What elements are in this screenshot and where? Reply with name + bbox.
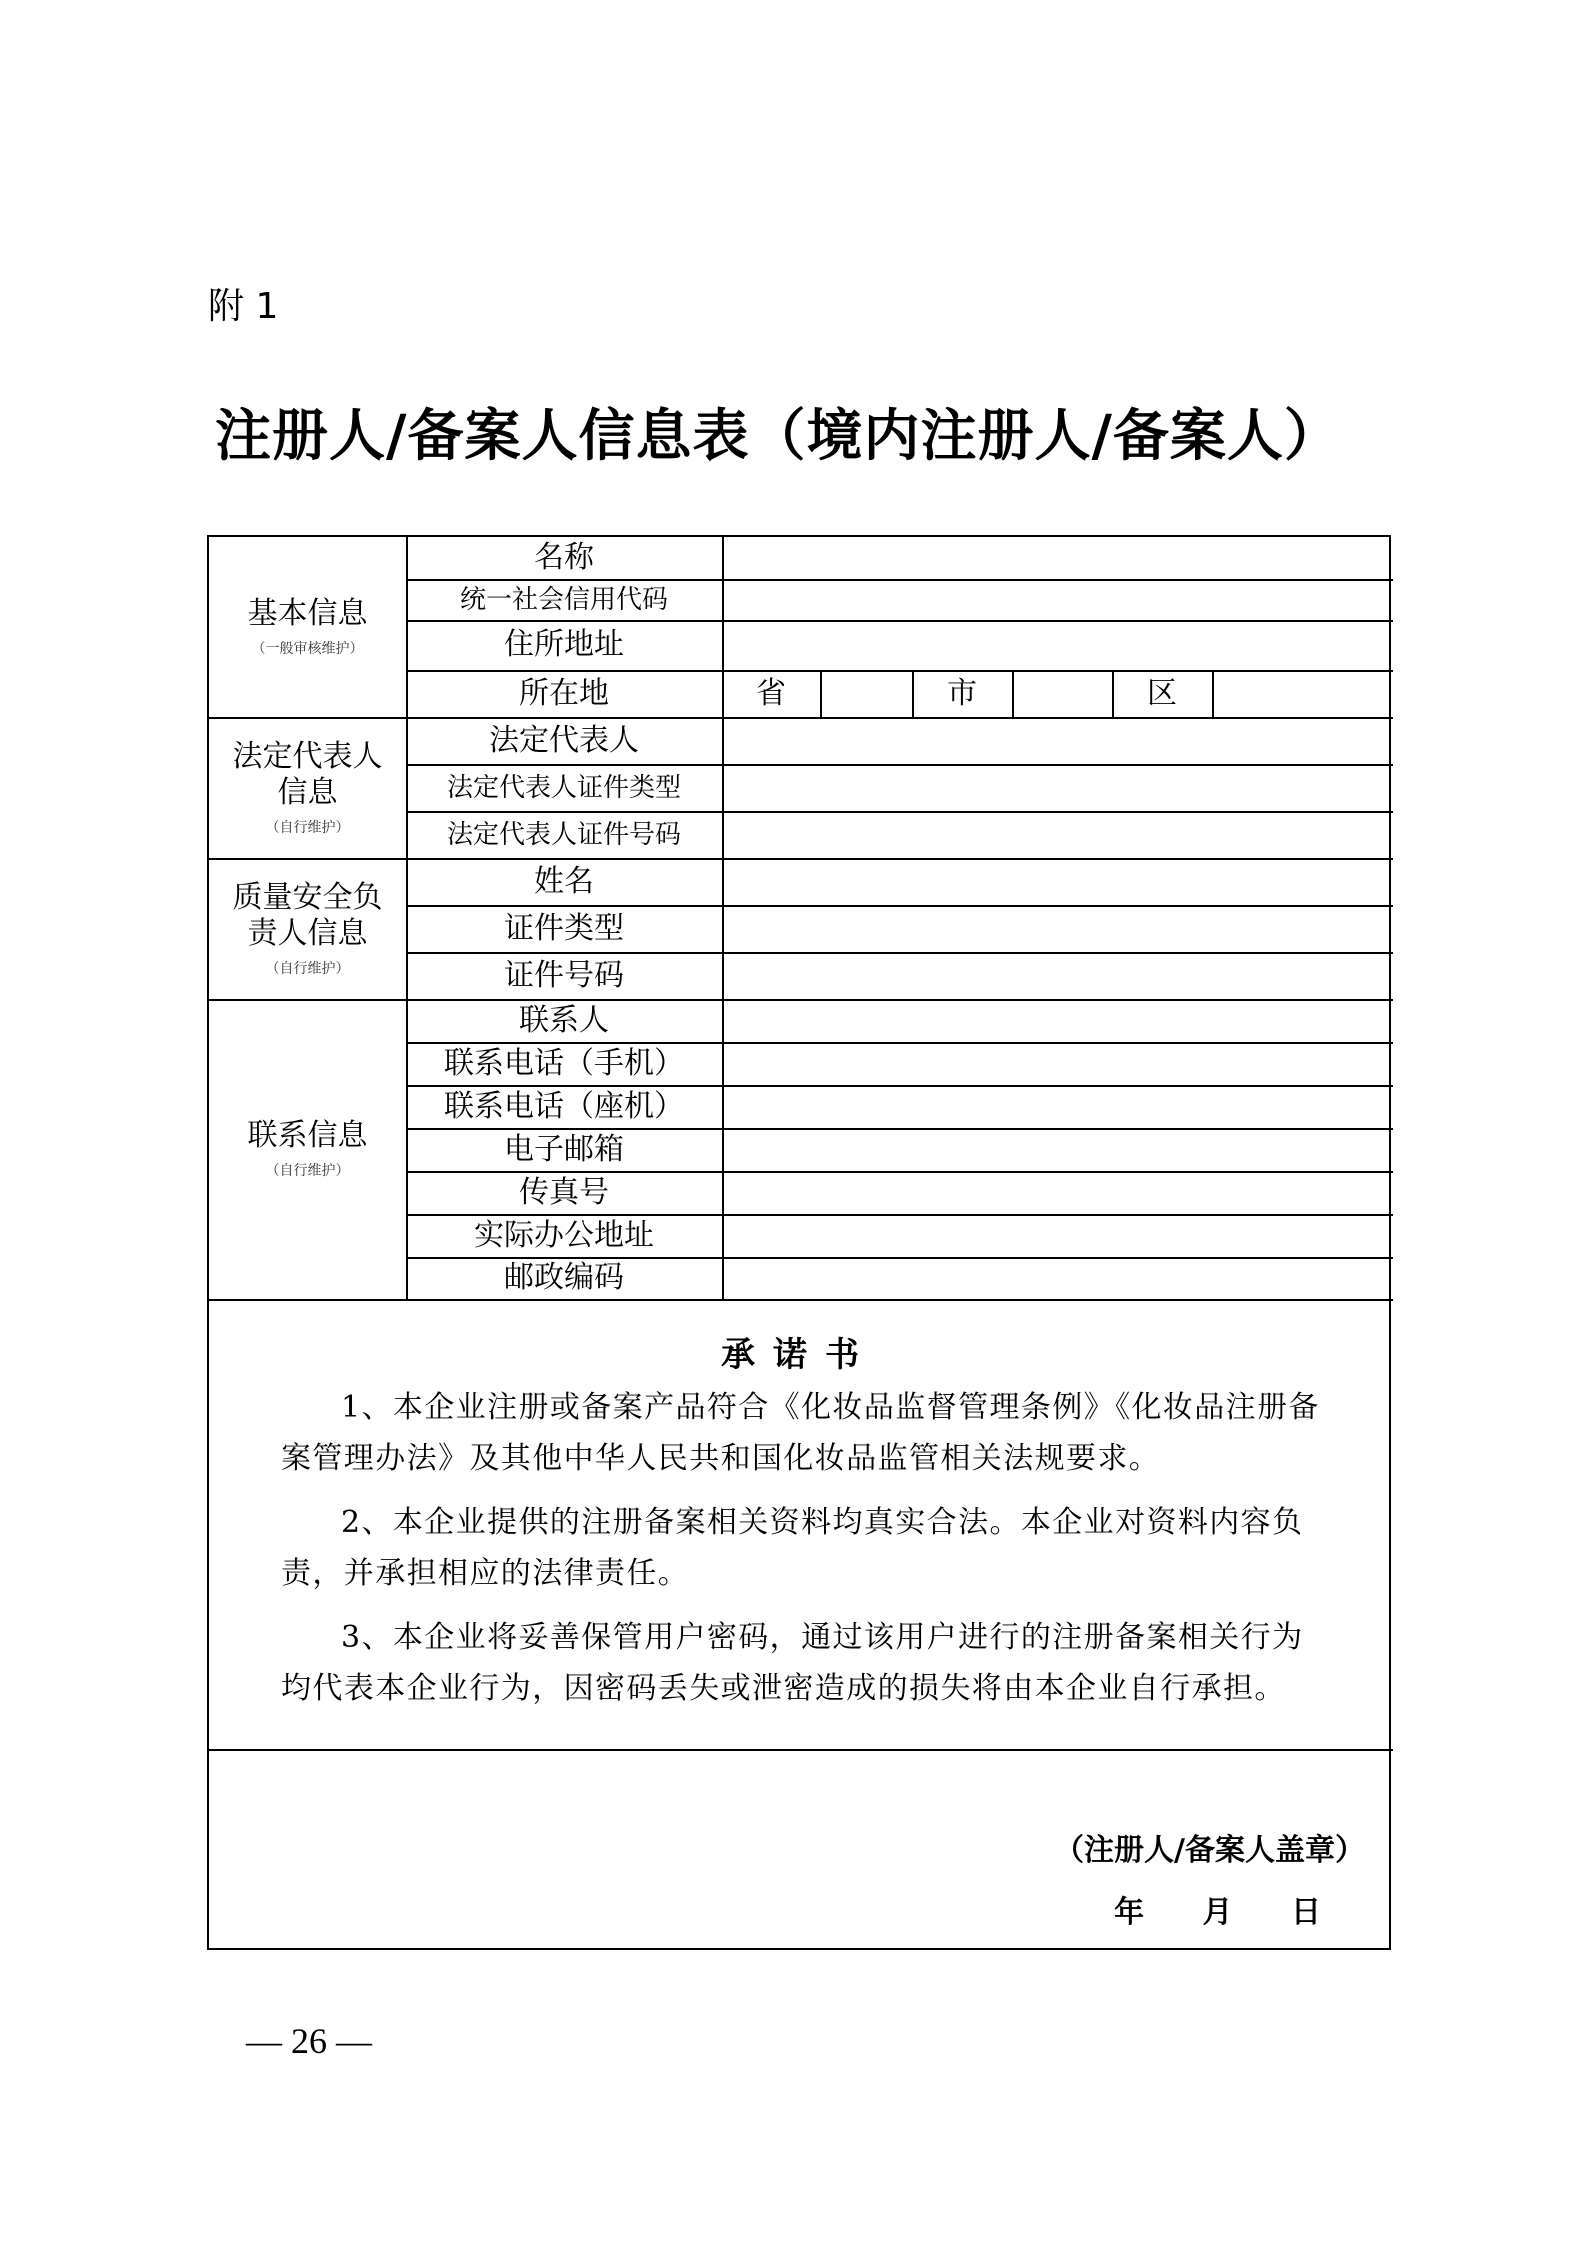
divider: [209, 1299, 1393, 1301]
group-basic-info: [209, 537, 406, 717]
field-label: 联系电话（手机）: [444, 1045, 684, 1081]
field-label: 所在地: [519, 675, 609, 711]
pledge-paragraph: 1、本企业注册或备案产品符合《化妆品监督管理条例》《化妆品注册备案管理办法》及其他中华人民共和国化妆品监管相关法规要求。: [281, 1390, 1320, 1476]
city-unit: 市: [947, 675, 977, 711]
divider: [722, 537, 724, 1299]
field-label: 电子邮箱: [504, 1131, 624, 1167]
divider: [209, 1749, 1393, 1751]
field-label: 联系人: [519, 1002, 609, 1038]
field-label: 法定代表人证件号码: [446, 819, 681, 850]
group-title: 联系信息: [247, 1118, 368, 1153]
field-label: 住所地址: [504, 627, 624, 662]
seal-label: （注册人/备案人盖章）: [1054, 1833, 1365, 1868]
date-label: 年 月 日: [1114, 1895, 1345, 1930]
field-label: 法定代表人: [489, 722, 639, 758]
pledge-paragraph: 2、本企业提供的注册备案相关资料均真实合法。本企业对资料内容负责，并承担相应的法律责任。: [281, 1505, 1304, 1591]
group-note: （自行维护）: [265, 1163, 350, 1179]
group-note: （自行维护）: [265, 960, 350, 977]
group-title: 基本信息: [247, 596, 368, 631]
group-contact-info: [209, 999, 406, 1299]
field-label: 联系电话（座机）: [444, 1088, 684, 1124]
field-label: 证件类型: [504, 910, 624, 946]
group-legal-rep: [209, 717, 406, 858]
district-unit: 区: [1147, 675, 1177, 711]
pledge-title: 承诺书: [721, 1335, 877, 1375]
pledge-paragraph: 3、本企业将妥善保管用户密码，通过该用户进行的注册备案相关行为均代表本企业行为，因密码丢失或泄密造成的损失将由本企业自行承担。: [281, 1620, 1304, 1706]
group-title: 法定代表人信息: [232, 738, 383, 810]
page-title: 注册人/备案人信息表（境内注册人/备案人）: [215, 404, 1341, 469]
group-quality-safety: [209, 858, 406, 999]
field-label: 传真号: [519, 1174, 609, 1210]
info-form: [207, 535, 1391, 1950]
field-label: 统一社会信用代码: [459, 584, 668, 615]
group-title: 质量安全负责人信息: [232, 879, 383, 951]
field-label: 姓名: [534, 863, 594, 899]
field-label: 法定代表人证件类型: [446, 772, 681, 803]
province-unit: 省: [756, 675, 786, 711]
divider: [1012, 670, 1014, 717]
attachment-label: 附 1: [208, 286, 279, 327]
group-note: （自行维护）: [265, 819, 350, 836]
field-label: 名称: [534, 540, 594, 575]
page-number: — 26 —: [246, 2021, 372, 2061]
field-label: 证件号码: [504, 957, 624, 993]
field-label: 邮政编码: [504, 1260, 624, 1295]
field-label: 实际办公地址: [474, 1217, 654, 1253]
divider: [1212, 670, 1214, 717]
divider: [820, 670, 822, 717]
group-note: （一般审核维护）: [251, 641, 364, 657]
